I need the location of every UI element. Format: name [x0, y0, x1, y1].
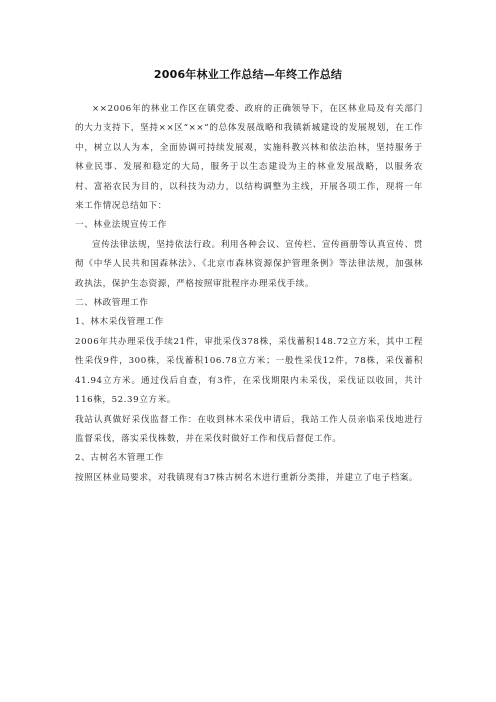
subheading-ancient-trees: 2、古树名木管理工作 [75, 453, 164, 464]
document-title: 2006年林业工作总结—年终工作总结 [153, 68, 343, 81]
intro-paragraph: ××2006年的林业工作区在镇党委、政府的正确领导下，在区林业局及有关部门的大力支持下，坚持××区“××”的总体发展战略和我镇新城建设的发展规划，在工作中，树立以人为本，全面协调可持续发展观，实施科教兴林和依法治林，坚持服务于林业民事、发展和稳定的大局，服务于以生态建设为主的林业发展战略，以服务农村、富裕农民为目的，以科技为动力，以结构调整为主线，开展各项工作，现将一年来工作情况总结如下： [75, 104, 423, 212]
publicity-paragraph: 宣传法律法规，坚持依法行政。利用各种会议、宣传栏、宣传画册等认真宣传、贯彻《中华人民共和国森林法》、《北京市森林资源保护管理条例》等法律法规，加强林政执法，保护生态资源，严格按照审批程序办理采伐手续。 [75, 239, 423, 289]
section-heading-forest-admin: 二、林政管理工作 [75, 298, 149, 309]
logging-supervision-paragraph: 我站认真做好采伐监督工作：在收到林木采伐申请后，我站工作人员亲临采伐地进行监督采伐，落实采伐株数，并在采伐时做好工作和伐后督促工作。 [75, 414, 423, 444]
section-heading-publicity: 一、林业法规宣传工作 [75, 220, 167, 231]
ancient-trees-paragraph: 按照区林业局要求，对我镇现有37株古树名木进行重新分类排，并建立了电子档案。 [75, 472, 419, 483]
document-body [75, 100, 423, 488]
subheading-logging: 1、林木采伐管理工作 [75, 317, 164, 328]
logging-stats-paragraph: 2006年共办理采伐手续21件，审批采伐378株，采伐蓄积148.72立方米，其中工程性采伐9件，300株，采伐蓄积106.78立方米；一般性采伐12件，78株，采伐蓄积41.94立方米。通过伐后自查，有3件，在采伐期限内未采伐，采伐证以收回，共计116株，52.39立方米。 [75, 336, 423, 406]
